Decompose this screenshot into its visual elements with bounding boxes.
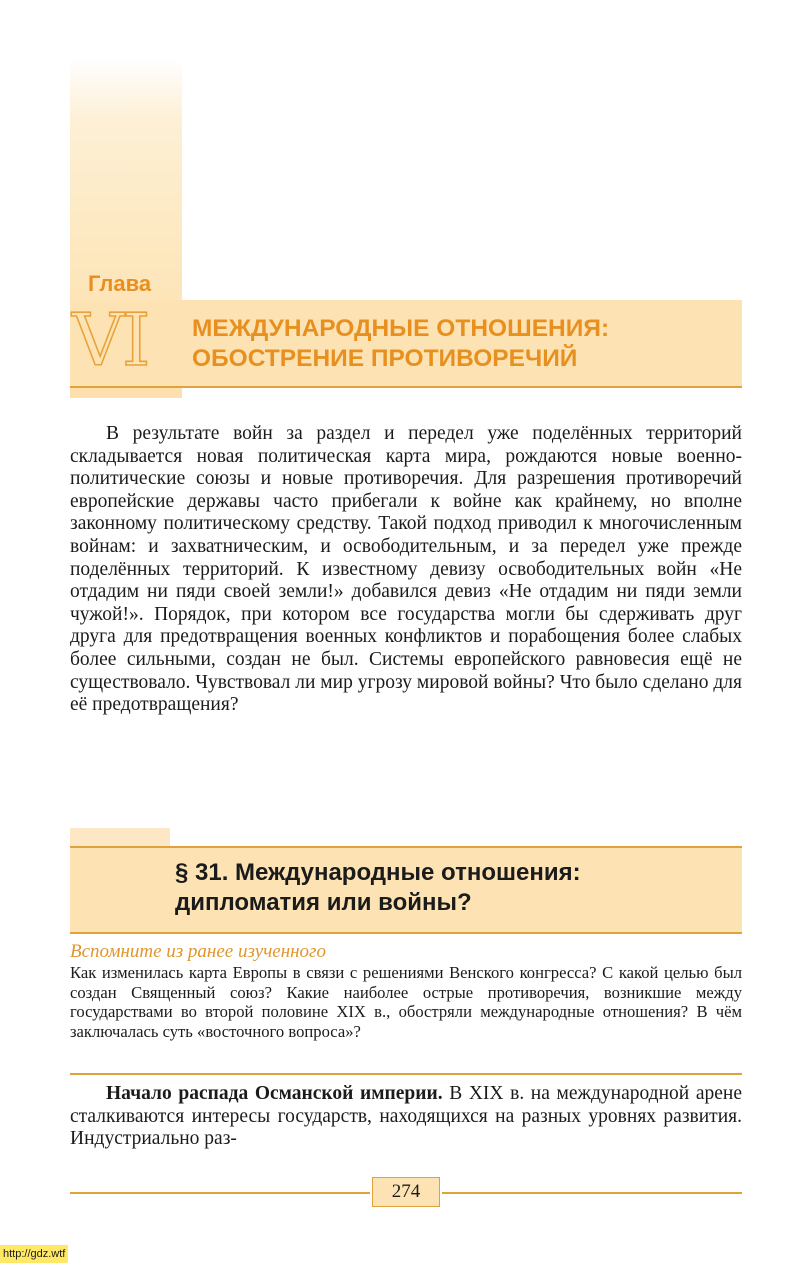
chapter-title-line: МЕЖДУНАРОДНЫЕ ОТНОШЕНИЯ: — [192, 315, 610, 342]
chapter-title-line: ОБОСТРЕНИЕ ПРОТИВОРЕЧИЙ — [192, 345, 578, 372]
section-title-line: дипломатия или войны? — [175, 889, 472, 916]
chapter-number: VI — [72, 298, 149, 382]
recall-questions: Как изменилась карта Европы в связи с решениями Венского конгресса? С какой целью был создан Священный союз? Какие наиболее острые противоречия, возникшие между государствами во второй половине XIX в., обостряли международные отношения? В чём заключалась суть «восточного вопроса»? — [70, 963, 742, 1041]
watermark-link[interactable]: http://gdz.wtf — [0, 1245, 68, 1263]
body-text — [70, 1083, 742, 1151]
section-title — [175, 858, 581, 918]
body-paragraph — [70, 1083, 742, 1151]
page-number: 274 — [372, 1177, 440, 1207]
section-title-line: § 31. Международные отношения: — [175, 859, 581, 886]
footer-rule — [70, 1192, 370, 1194]
recall-heading: Вспомните из ранее изученного — [70, 941, 326, 962]
intro-paragraph — [70, 423, 742, 717]
divider — [70, 1073, 742, 1075]
body-text-span: В XIX в. на международной арене сталкиваются интересы государств, находящихся на разных уровнях развития. Индустриально раз- — [70, 1083, 742, 1150]
divider — [70, 386, 742, 388]
intro-text: В результате войн за раздел и передел уже поделённых территорий складывается новая политическая карта мира, рождаются новые военно-политические союзы и новые противоречия. Для разрешения противоречий европейские державы часто прибегали к войне как крайнему, но вполне законному политическому средству. Такой подход приводил к многочисленным войнам: и захватническим, и освободительным, и за передел уже прежде поделённых территорий. К известному девизу освободительных войн «Не отдадим ни пяди своей земли!» добавился девиз «Не отдадим ни пяди земли чужой!». Порядок, при котором все государства могли бы сдерживать друг друга для предотвращения военных конфликтов и порабощения более слабых более сильными, создан не был. Системы европейского равновесия ещё не существовало. Чувствовал ли мир угрозу мировой войны? Что было сделано для её предотвращения? — [70, 423, 742, 716]
chapter-label: Глава — [88, 271, 152, 296]
decorative-band — [70, 828, 170, 846]
chapter-title — [192, 314, 609, 374]
footer-rule — [442, 1192, 742, 1194]
body-subheading: Начало распада Османской империи. — [106, 1083, 443, 1104]
divider — [70, 932, 742, 934]
